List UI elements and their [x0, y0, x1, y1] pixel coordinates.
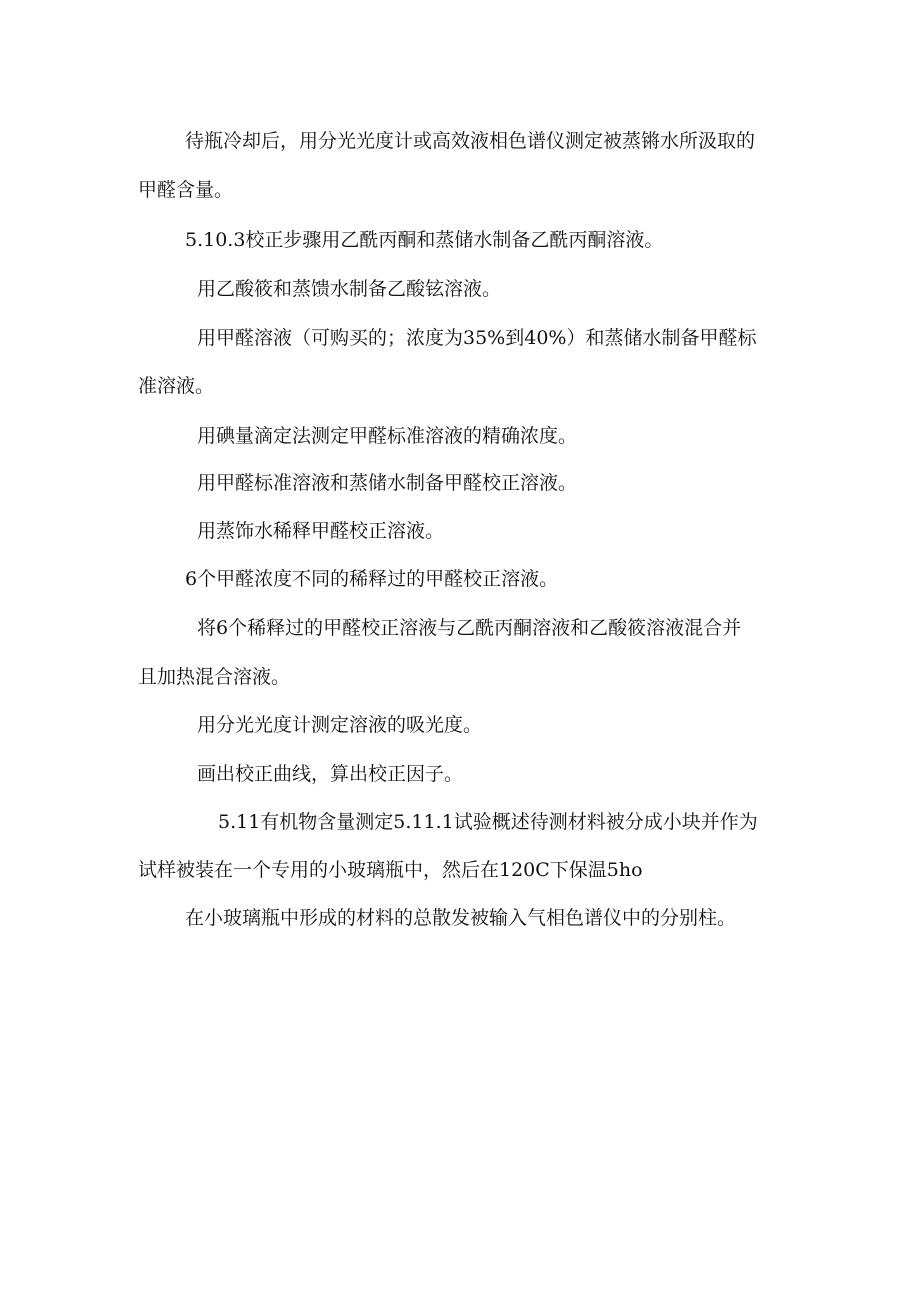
text-line-2: 甲醛含量。 — [138, 179, 234, 201]
text-line-11: 将6个稀释过的甲醛校正溶液与乙酰丙酮溶液和乙酸筱溶液混合并 — [197, 617, 742, 639]
text-line-6: 准溶液。 — [138, 375, 215, 397]
text-line-4: 用乙酸筱和蒸馈水制备乙酸铉溶液。 — [197, 278, 502, 300]
text-line-3: 5.10.3校正步骤用乙酰丙酮和蒸储水制备乙酰丙酮溶液。 — [185, 229, 664, 251]
text-line-16: 试样被装在一个专用的小玻璃瓶中，然后在120C下保温5ho — [138, 859, 643, 881]
text-line-13: 用分光光度计测定溶液的吸光度。 — [197, 714, 483, 736]
text-line-9: 用蒸饰水稀释甲醛校正溶液。 — [197, 520, 445, 542]
text-line-5: 用甲醛溶液（可购买的；浓度为35%到40%）和蒸储水制备甲醛标 — [197, 327, 757, 349]
text-line-1: 待瓶冷却后，用分光光度计或高效液相色谱仪测定被蒸锵水所汲取的 — [185, 130, 756, 152]
text-line-14: 画出校正曲线，算出校正因子。 — [197, 763, 464, 785]
text-line-10: 6个甲醛浓度不同的稀释过的甲醛校正溶液。 — [185, 568, 559, 590]
text-line-8: 用甲醛标准溶液和蒸储水制备甲醛校正溶液。 — [197, 472, 578, 494]
text-line-17: 在小玻璃瓶中形成的材料的总散发被输入气相色谱仪中的分别柱。 — [185, 907, 737, 929]
text-line-12: 且加热混合溶液。 — [138, 666, 291, 688]
text-line-7: 用碘量滴定法测定甲醛标准溶液的精确浓度。 — [197, 425, 578, 447]
text-line-15: 5.11有机物含量测定5.11.1试验概述待测材料被分成小块并作为 — [218, 811, 758, 833]
